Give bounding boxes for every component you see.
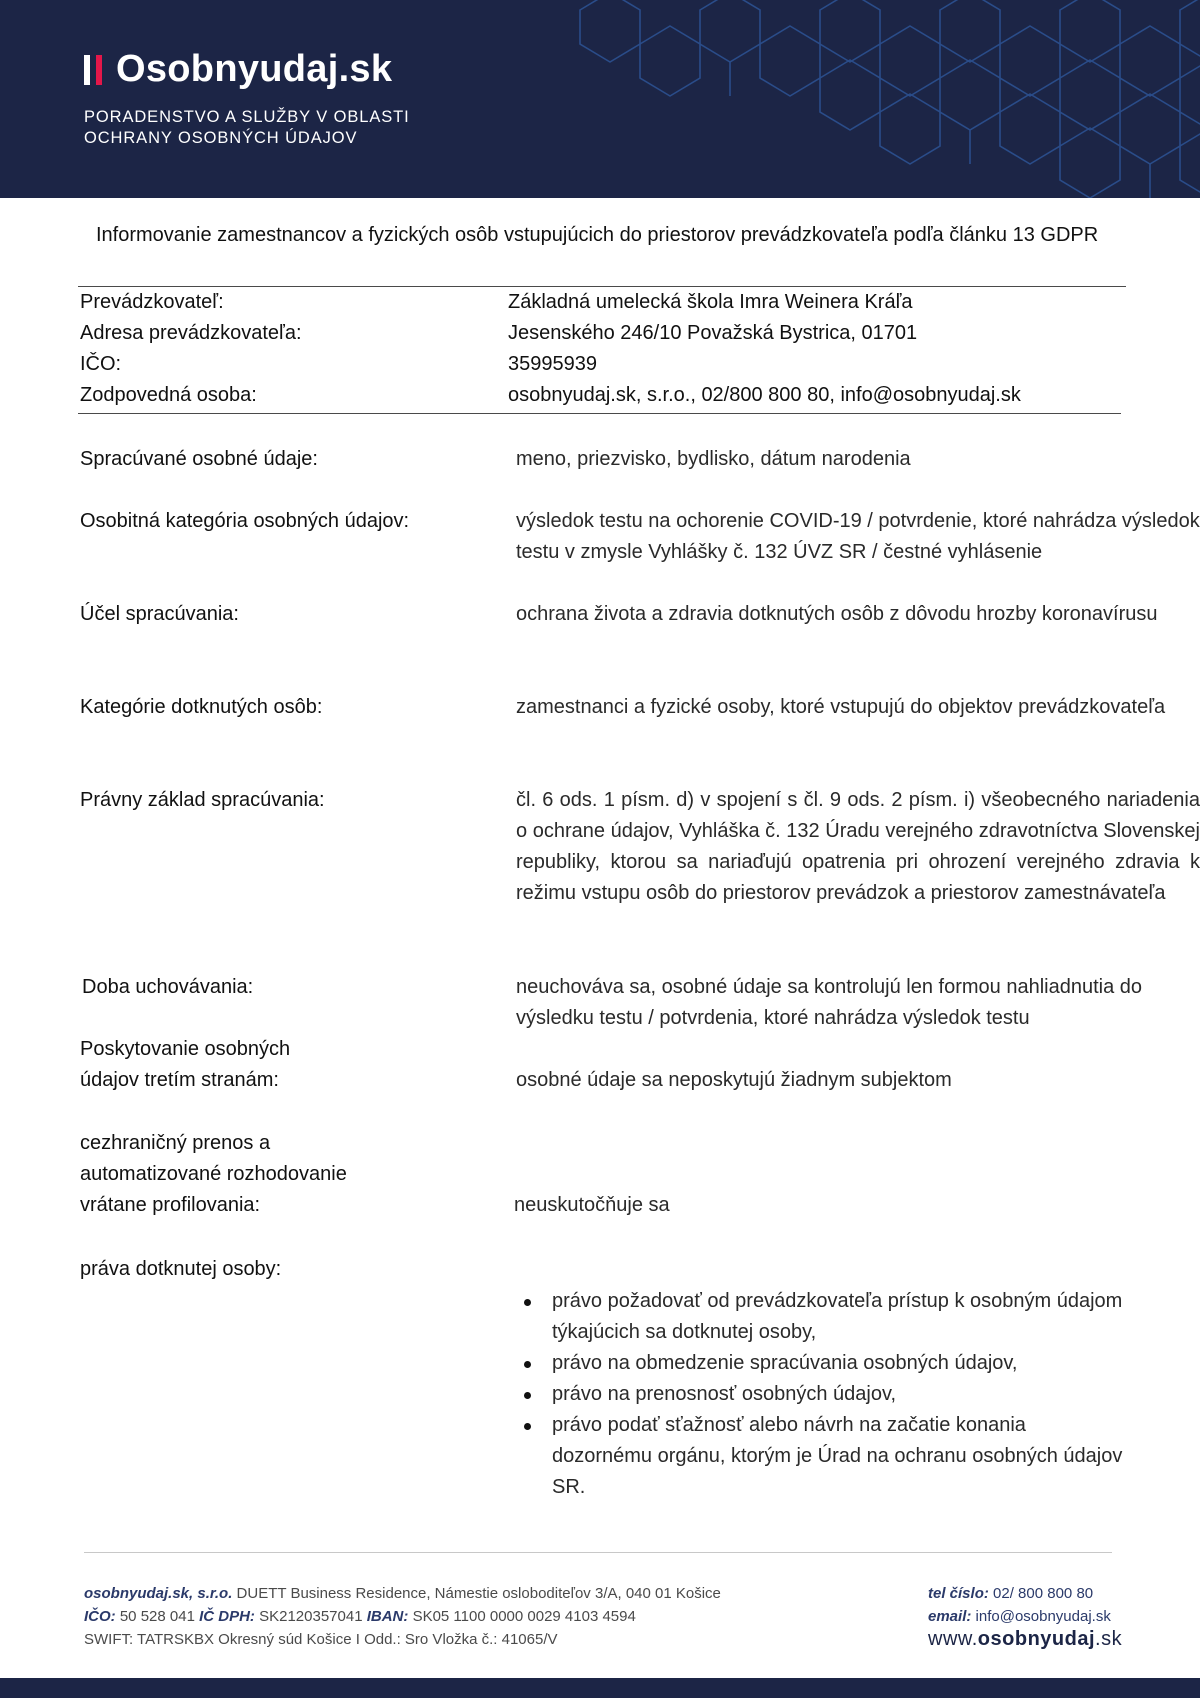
footer-web-suffix: .sk	[1095, 1628, 1123, 1650]
list-item	[520, 1410, 1124, 1503]
data-subjects-field	[80, 692, 1166, 754]
rights-label: práva dotknutej osoby:	[80, 1258, 282, 1280]
footer-company-name: osobnyudaj.sk, s.r.o.	[84, 1585, 233, 1602]
purpose-label: Účel spracúvania:	[80, 603, 239, 625]
footer-dic: SK2120357041	[259, 1608, 363, 1625]
footer-line-1	[84, 1582, 721, 1605]
footer-ico-label: IČO:	[84, 1608, 116, 1625]
special-category-field	[80, 506, 1200, 568]
legal-basis-value: čl. 6 ods. 1 písm. d) v spojení s čl. 9 ods. 2 písm. i) všeobecného nariadenia o ochrane údajov, Vyhláška č. 132 Úradu verejného zdravotníctva Slovenskej republiky, ktorou sa nariaďujú opatrenia pri ohrození verejného zdravia k režimu vstupu osôb do priestorov prevádzok a priestorov zamestnávateľa	[516, 789, 1200, 904]
tagline	[84, 107, 410, 149]
divider-bottom	[78, 413, 1121, 414]
retention-label: Doba uchovávania:	[82, 976, 254, 998]
operator-label: Prevádzkovateľ:	[80, 291, 224, 313]
rights-list	[520, 1286, 1124, 1503]
ico-label: IČO:	[80, 353, 122, 375]
operator-value: Základná umelecká škola Imra Weinera Kráľa	[508, 291, 913, 313]
transfer-label	[80, 1128, 500, 1221]
footer-web-prefix: www.	[928, 1628, 978, 1650]
footer-tel-line	[928, 1582, 1122, 1605]
transfer-label-line-3: vrátane profilovania:	[80, 1194, 261, 1216]
footer-line-2	[84, 1605, 721, 1628]
transfer-label-line-1: cezhraničný prenos a	[80, 1132, 271, 1154]
list-item	[520, 1286, 1124, 1348]
footer-iban-label: IBAN:	[366, 1608, 409, 1625]
transfer-value: neuskutočňuje sa	[514, 1194, 670, 1216]
footer-email-label: email:	[928, 1608, 972, 1625]
footer-web-name: osobnyudaj	[977, 1628, 1096, 1650]
operator-address-value: Jesenského 246/10 Považská Bystrica, 01701	[508, 322, 918, 344]
purpose-field	[80, 599, 1158, 661]
third-parties-label-line-2: údajov tretím stranám:	[80, 1069, 279, 1091]
tagline-line-2: OCHRANY OSOBNÝCH ÚDAJOV	[84, 129, 358, 147]
list-item	[520, 1348, 1124, 1379]
responsible-person-label: Zodpovedná osoba:	[80, 384, 257, 406]
bullet-icon	[524, 1299, 531, 1306]
transfer-field	[80, 1128, 1120, 1221]
third-parties-value: osobné údaje sa neposkytujú žiadnym subjektom	[516, 1069, 952, 1091]
retention-field	[80, 972, 1142, 1034]
legal-basis-field	[80, 785, 1200, 940]
footer-divider	[84, 1552, 1112, 1553]
bullet-icon	[524, 1361, 531, 1368]
footer-company-info	[84, 1582, 721, 1651]
third-parties-field	[80, 1034, 1120, 1096]
special-category-label: Osobitná kategória osobných údajov:	[80, 510, 410, 532]
footer-email: info@osobnyudaj.sk	[975, 1608, 1111, 1625]
footer-iban: SK05 1100 0000 0029 4103 4594	[412, 1608, 636, 1625]
bottom-bar	[0, 1678, 1200, 1698]
data-subjects-label: Kategórie dotknutých osôb:	[80, 696, 323, 718]
company-logo	[84, 48, 392, 91]
footer-contact	[928, 1582, 1122, 1651]
tagline-line-1: PORADENSTVO A SLUŽBY V OBLASTI	[84, 108, 410, 126]
logo-text: Osobnyudaj.sk	[116, 48, 393, 90]
responsible-person-value: osobnyudaj.sk, s.r.o., 02/800 800 80, info@osobnyudaj.sk	[508, 384, 1021, 406]
hexagon-pattern-icon	[0, 0, 1200, 198]
transfer-label-line-2: automatizované rozhodovanie	[80, 1163, 347, 1185]
operator-row	[80, 287, 1120, 318]
legal-basis-label: Právny základ spracúvania:	[80, 789, 325, 811]
responsible-person-row	[80, 380, 1120, 411]
ico-value: 35995939	[508, 353, 597, 375]
rights-field	[80, 1254, 1120, 1285]
header-banner	[0, 0, 1200, 198]
operator-address-row	[80, 318, 1120, 349]
bullet-icon	[524, 1423, 531, 1430]
processed-data-value: meno, priezvisko, bydlisko, dátum narodenia	[516, 448, 911, 470]
third-parties-label-line-1: Poskytovanie osobných	[80, 1038, 291, 1060]
rights-item-text: právo na obmedzenie spracúvania osobných údajov,	[552, 1352, 1018, 1374]
rights-item-text: právo podať sťažnosť alebo návrh na začatie konania dozornému orgánu, ktorým je Úrad na ochranu osobných údajov SR.	[552, 1414, 1123, 1498]
purpose-value: ochrana života a zdravia dotknutých osôb z dôvodu hrozby koronavírusu	[516, 603, 1158, 625]
footer-tel-label: tel číslo:	[928, 1585, 989, 1602]
processed-data-field	[80, 444, 1120, 475]
footer-swift-line: SWIFT: TATRSKBX Okresný súd Košice I Odd.: Sro Vložka č.: 41065/V	[84, 1631, 558, 1648]
footer-website[interactable]	[928, 1628, 1122, 1651]
footer-tel: 02/ 800 800 80	[993, 1585, 1094, 1602]
operator-address-label: Adresa prevádzkovateľa:	[80, 322, 302, 344]
data-subjects-value: zamestnanci a fyzické osoby, ktoré vstupujú do objektov prevádzkovateľa	[516, 696, 1166, 718]
footer-ico: 50 528 041	[119, 1608, 195, 1625]
bullet-icon	[524, 1392, 531, 1399]
special-category-value: výsledok testu na ochorenie COVID-19 / potvrdenie, ktoré nahrádza výsledok testu v zmysle Vyhlášky č. 132 ÚVZ SR / čestné vyhlásenie	[516, 510, 1200, 563]
list-item	[520, 1379, 1124, 1410]
footer-dic-label: IČ DPH:	[199, 1608, 255, 1625]
footer-address: DUETT Business Residence, Námestie osloboditeľov 3/A, 040 01 Košice	[236, 1585, 721, 1602]
rights-item-text: právo na prenosnosť osobných údajov,	[552, 1383, 897, 1405]
document-title: Informovanie zamestnancov a fyzických osôb vstupujúcich do priestorov prevádzkovateľa podľa článku 13 GDPR	[96, 224, 1099, 246]
third-parties-label	[80, 1034, 500, 1096]
rights-item-text: právo požadovať od prevádzkovateľa prístup k osobným údajom týkajúcich sa dotknutej osoby,	[552, 1290, 1123, 1343]
ico-row	[80, 349, 1120, 380]
retention-value: neuchováva sa, osobné údaje sa kontrolujú len formou nahliadnutia do výsledku testu / potvrdenia, ktoré nahrádza výsledok testu	[516, 976, 1142, 1029]
footer-email-line	[928, 1605, 1122, 1628]
logo-mark-icon	[84, 55, 102, 85]
processed-data-label: Spracúvané osobné údaje:	[80, 448, 318, 470]
